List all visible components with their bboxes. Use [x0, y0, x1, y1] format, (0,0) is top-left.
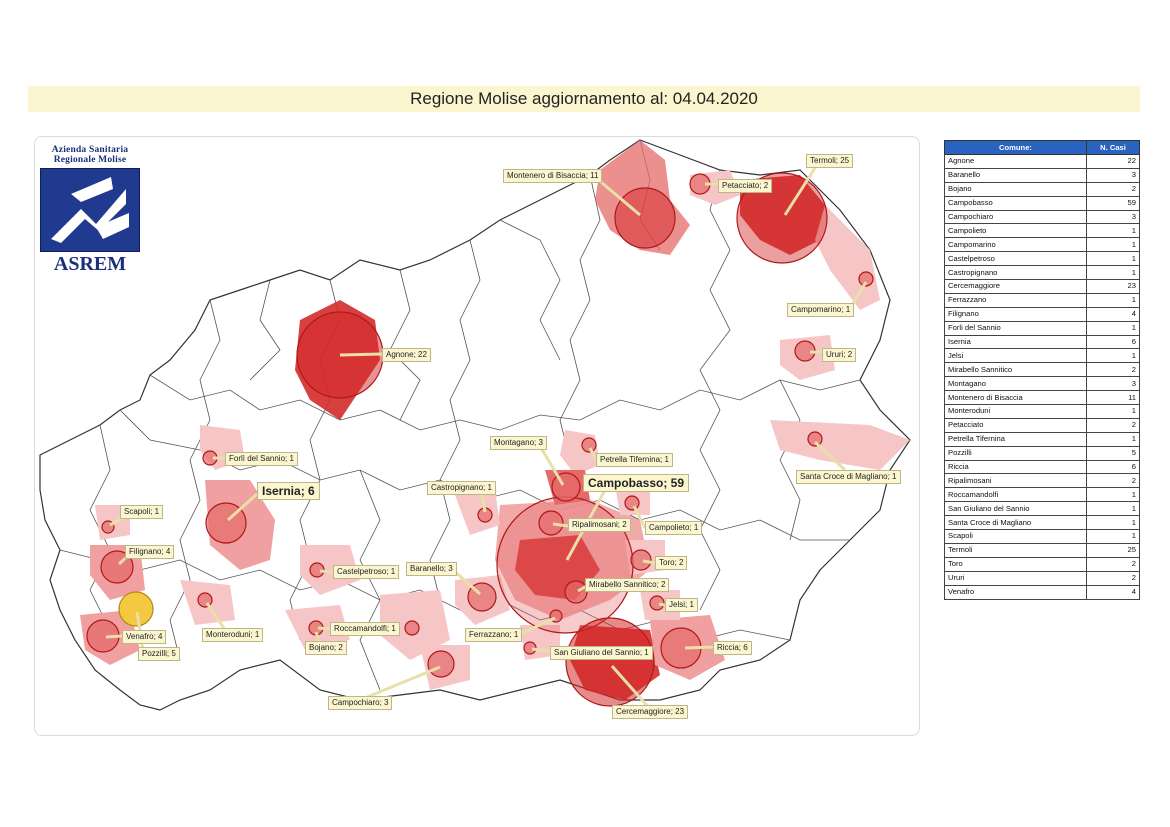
bubble-campochiaro [428, 651, 454, 677]
cases-cell: 1 [1087, 252, 1140, 266]
label-roccamandolfi: Roccamandolfi; 1 [330, 622, 400, 636]
comune-cell: Roccamandolfi [945, 488, 1087, 502]
label-forli: Forlì del Sannio; 1 [225, 452, 298, 466]
cases-cell: 1 [1087, 349, 1140, 363]
table-row [945, 210, 1140, 224]
cases-cell: 2 [1087, 557, 1140, 571]
table-row [945, 405, 1140, 419]
table-row [945, 335, 1140, 349]
comune-cell: Mirabello Sannitico [945, 363, 1087, 377]
table-row [945, 321, 1140, 335]
table-row [945, 502, 1140, 516]
table-row [945, 543, 1140, 557]
label-mirabello: Mirabello Sannitico; 2 [585, 578, 669, 592]
cases-cell: 1 [1087, 405, 1140, 419]
cases-cell: 1 [1087, 516, 1140, 530]
label-castelpetroso: Castelpetroso; 1 [333, 565, 399, 579]
label-agnone: Agnone; 22 [382, 348, 431, 362]
table-row [945, 182, 1140, 196]
comune-cell: Scapoli [945, 530, 1087, 544]
comune-cell: Termoli [945, 543, 1087, 557]
logo-emblem-icon [40, 168, 140, 252]
cases-table [944, 140, 1140, 600]
table-row [945, 571, 1140, 585]
table-row [945, 530, 1140, 544]
label-bojano: Bojano; 2 [305, 641, 347, 655]
comune-cell: Pozzilli [945, 446, 1087, 460]
comune-cell: Monteroduni [945, 405, 1087, 419]
label-campomarino: Campomarino; 1 [787, 303, 854, 317]
label-ferrazzano: Ferrazzano; 1 [465, 628, 522, 642]
label-scapoli: Scapoli; 1 [120, 505, 163, 519]
cases-cell: 2 [1087, 571, 1140, 585]
label-campobasso: Campobasso; 59 [583, 474, 689, 492]
column-header-comune: Comune: [945, 141, 1087, 155]
cases-cell: 1 [1087, 266, 1140, 280]
comune-cell: Ripalimosani [945, 474, 1087, 488]
cases-cell: 23 [1087, 280, 1140, 294]
label-jelsi: Jelsi; 1 [665, 598, 698, 612]
table-row [945, 168, 1140, 182]
bubble-cercemaggiore [566, 618, 654, 706]
cases-cell: 1 [1087, 321, 1140, 335]
comune-cell: Campolieto [945, 224, 1087, 238]
table-row [945, 238, 1140, 252]
table-row [945, 418, 1140, 432]
cases-cell: 1 [1087, 488, 1140, 502]
label-castropignano: Castropignano; 1 [427, 481, 496, 495]
label-sangiuliano: San Giuliano del Sannio; 1 [550, 646, 653, 660]
cases-cell: 11 [1087, 391, 1140, 405]
table-row [945, 252, 1140, 266]
table-header-row [945, 141, 1140, 155]
table-row [945, 196, 1140, 210]
comune-cell: Riccia [945, 460, 1087, 474]
comune-cell: Montagano [945, 377, 1087, 391]
comune-cell: Montenero di Bisaccia [945, 391, 1087, 405]
comune-cell: Isernia [945, 335, 1087, 349]
cases-cell: 25 [1087, 543, 1140, 557]
comune-cell: Baranello [945, 168, 1087, 182]
label-cercemaggiore: Cercemaggiore; 23 [612, 705, 688, 719]
comune-cell: Petrella Tifernina [945, 432, 1087, 446]
bubble-roccamandolfi [405, 621, 419, 635]
asrem-logo [40, 145, 140, 275]
bubble-mirabello [565, 581, 587, 603]
cases-cell: 1 [1087, 502, 1140, 516]
label-toro: Toro; 2 [655, 556, 687, 570]
comune-cell: Campomarino [945, 238, 1087, 252]
cases-cell: 59 [1087, 196, 1140, 210]
table-row [945, 266, 1140, 280]
label-ururi: Ururi; 2 [822, 348, 856, 362]
logo-line-1: Azienda Sanitaria [51, 145, 129, 155]
cases-cell: 3 [1087, 377, 1140, 391]
comune-cell: Forli del Sannio [945, 321, 1087, 335]
label-santacroce: Santa Croce di Magliano; 1 [796, 470, 901, 484]
cases-cell: 2 [1087, 418, 1140, 432]
comune-cell: San Giuliano del Sannio [945, 502, 1087, 516]
label-venafro: Venafro; 4 [122, 630, 166, 644]
page-title: Regione Molise aggiornamento al: 04.04.2020 [28, 86, 1140, 112]
label-montenero: Montenero di Bisaccia; 11 [503, 169, 602, 183]
comune-cell: Jelsi [945, 349, 1087, 363]
cases-cell: 3 [1087, 168, 1140, 182]
table-row [945, 391, 1140, 405]
bubble-ripalimosani [539, 511, 563, 535]
table-row [945, 516, 1140, 530]
label-petacciato: Petacciato; 2 [718, 179, 772, 193]
comune-cell: Venafro [945, 585, 1087, 599]
table-row [945, 585, 1140, 599]
cases-cell: 6 [1087, 335, 1140, 349]
table-row [945, 224, 1140, 238]
logo-line-2: Regionale Molise [53, 155, 127, 165]
comune-cell: Ferrazzano [945, 293, 1087, 307]
table-row [945, 377, 1140, 391]
bubble-montenero [615, 188, 675, 248]
cases-cell: 1 [1087, 224, 1140, 238]
label-campochiaro: Campochiaro; 3 [328, 696, 392, 710]
table-row [945, 363, 1140, 377]
cases-cell: 1 [1087, 238, 1140, 252]
cases-cell: 4 [1087, 585, 1140, 599]
table-row [945, 557, 1140, 571]
comune-cell: Petacciato [945, 418, 1087, 432]
table-row [945, 474, 1140, 488]
cases-cell: 6 [1087, 460, 1140, 474]
comune-cell: Agnone [945, 155, 1087, 169]
label-filignano: Filignano; 4 [125, 545, 174, 559]
label-isernia: Isernia; 6 [257, 482, 320, 500]
bubble-petrella [582, 438, 596, 452]
table-row [945, 293, 1140, 307]
cases-cell: 1 [1087, 432, 1140, 446]
label-ripalimosani: Ripalimosani; 2 [568, 518, 631, 532]
cases-cell: 22 [1087, 155, 1140, 169]
label-montagano: Montagano; 3 [490, 436, 547, 450]
comune-cell: Filignano [945, 307, 1087, 321]
table-body [945, 155, 1140, 600]
label-monteroduni: Monteroduni; 1 [202, 628, 263, 642]
label-riccia: Riccia; 6 [713, 641, 752, 655]
table-row [945, 446, 1140, 460]
bubble-campolieto [625, 496, 639, 510]
table-row [945, 460, 1140, 474]
logo-name: ASREM [53, 253, 127, 275]
table-row [945, 155, 1140, 169]
comune-cell: Castelpetroso [945, 252, 1087, 266]
column-header-casi: N. Casi [1087, 141, 1140, 155]
cases-cell: 2 [1087, 182, 1140, 196]
label-petrella: Petrella Tifernina; 1 [596, 453, 673, 467]
comune-cell: Campochiaro [945, 210, 1087, 224]
label-campolieto: Campolieto; 1 [645, 521, 702, 535]
cases-cell: 5 [1087, 446, 1140, 460]
comune-cell: Castropignano [945, 266, 1087, 280]
comune-cell: Ururi [945, 571, 1087, 585]
table-row [945, 488, 1140, 502]
label-baranello: Baranello; 3 [406, 562, 457, 576]
bubble-montagano [552, 473, 580, 501]
label-pozzilli: Pozzilli; 5 [138, 647, 180, 661]
cases-cell: 4 [1087, 307, 1140, 321]
table-row [945, 280, 1140, 294]
label-termoli: Termoli; 25 [806, 154, 853, 168]
comune-cell: Toro [945, 557, 1087, 571]
cases-cell: 1 [1087, 293, 1140, 307]
cases-cell: 3 [1087, 210, 1140, 224]
comune-cell: Santa Croce di Magliano [945, 516, 1087, 530]
cases-cell: 2 [1087, 363, 1140, 377]
bubble-toro [631, 550, 651, 570]
comune-cell: Cercemaggiore [945, 280, 1087, 294]
table-row [945, 307, 1140, 321]
comune-cell: Bojano [945, 182, 1087, 196]
table-row [945, 432, 1140, 446]
comune-cell: Campobasso [945, 196, 1087, 210]
bubble-pozzilli [119, 592, 153, 626]
table-row [945, 349, 1140, 363]
cases-cell: 1 [1087, 530, 1140, 544]
cases-cell: 2 [1087, 474, 1140, 488]
